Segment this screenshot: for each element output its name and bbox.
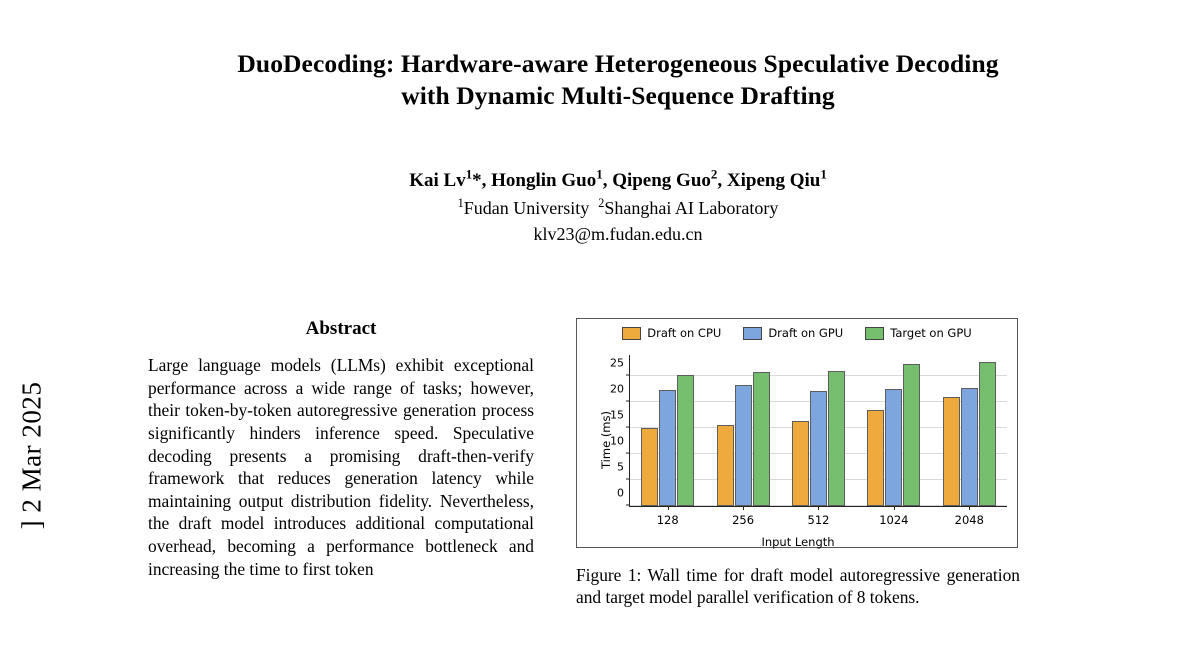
chart-bar (885, 389, 902, 506)
chart-bar-group (705, 355, 780, 527)
chart-bar-group (781, 355, 856, 527)
chart-y-axis-label: Time (ms) (599, 411, 613, 469)
contact-email: klv23@m.fudan.edu.cn (533, 223, 703, 244)
right-column (576, 318, 1020, 609)
figure-1 (576, 318, 1018, 548)
chart-y-tick-label: 5 (617, 460, 624, 474)
chart-bar (867, 410, 884, 506)
legend-label: Target on GPU (890, 326, 972, 340)
chart-x-tick-mark (743, 506, 744, 510)
chart-bar (810, 391, 827, 506)
chart-y-tick-label: 25 (610, 356, 624, 370)
chart-bar-group (932, 355, 1007, 527)
legend-item-1 (743, 326, 843, 340)
chart-bar (979, 362, 996, 506)
figure-caption: Figure 1: Wall time for draft model autoregressive generation and target model parallel verification of 8 tokens. (576, 565, 1020, 608)
chart-y-tick-label: 20 (610, 382, 624, 396)
chart-bar-group (630, 355, 705, 527)
chart-x-tick-mark (818, 506, 819, 510)
chart-x-axis-label: Input Length (761, 535, 835, 549)
chart-x-tick-label: 512 (807, 513, 830, 527)
chart-bar (828, 371, 845, 506)
page-title (148, 48, 1088, 112)
chart-bar (659, 390, 676, 506)
arxiv-stamp: ] 2 Mar 2025 (16, 381, 47, 530)
chart-bar (961, 388, 978, 506)
abstract-text: Large language models (LLMs) exhibit exceptional performance across a wide range of tasks; however, their token-by-token autoregressive generation process significantly hinders inference speed. Speculative decoding presents a promising draft-then-verify framework that reduces generation latency while maintaining output distribution fidelity. Nevertheless, the draft model introduces additional computational overhead, becoming a performance bottleneck and increasing the time to first token (148, 355, 534, 579)
chart-bar (753, 372, 770, 506)
affiliation-line: $^1$Fudan University $^2$Shanghai AI Laboratory (457, 195, 779, 218)
author-list: Kai Lv$^1$*, Honglin Guo$^1$, Qipeng Guo$^2$, Xipeng Qiu$^1$ (409, 166, 827, 191)
chart-y-tick-label: 10 (610, 434, 624, 448)
chart-bar (943, 397, 960, 506)
chart-bar-group (856, 355, 931, 527)
chart-bar (717, 425, 734, 506)
chart-x-tick-label: 1024 (879, 513, 909, 527)
chart-x-tick-mark (668, 506, 669, 510)
chart-x-tick-label: 256 (732, 513, 755, 527)
chart-plot-area (577, 347, 1019, 547)
chart-x-tick-label: 128 (656, 513, 679, 527)
legend-label: Draft on GPU (768, 326, 844, 340)
chart-canvas (610, 355, 1007, 527)
chart-bar (903, 364, 920, 506)
chart-x-tick-mark (969, 506, 970, 510)
chart-legend (577, 319, 1017, 340)
chart-y-tick-label: 0 (617, 486, 624, 500)
chart-bar (792, 421, 809, 506)
chart-x-tick-mark (894, 506, 895, 510)
legend-item-0 (622, 326, 721, 340)
chart-bar (641, 428, 658, 506)
paper-page (148, 0, 1088, 648)
legend-swatch-icon (743, 327, 762, 340)
chart-y-tick-label: 15 (610, 408, 624, 422)
legend-swatch-icon (622, 327, 641, 340)
chart-x-tick-label: 2048 (954, 513, 984, 527)
page-title-line-1: DuoDecoding: Hardware-aware Heterogeneous Speculative Decoding (237, 49, 999, 78)
left-column (148, 318, 534, 609)
chart-bar (735, 385, 752, 506)
legend-item-2 (865, 326, 971, 340)
body-columns (148, 318, 1088, 609)
legend-label: Draft on CPU (647, 326, 722, 340)
chart-bar (677, 375, 694, 506)
legend-swatch-icon (865, 327, 884, 340)
page-title-line-2: with Dynamic Multi-Sequence Drafting (401, 80, 835, 110)
abstract-heading: Abstract (305, 318, 377, 339)
